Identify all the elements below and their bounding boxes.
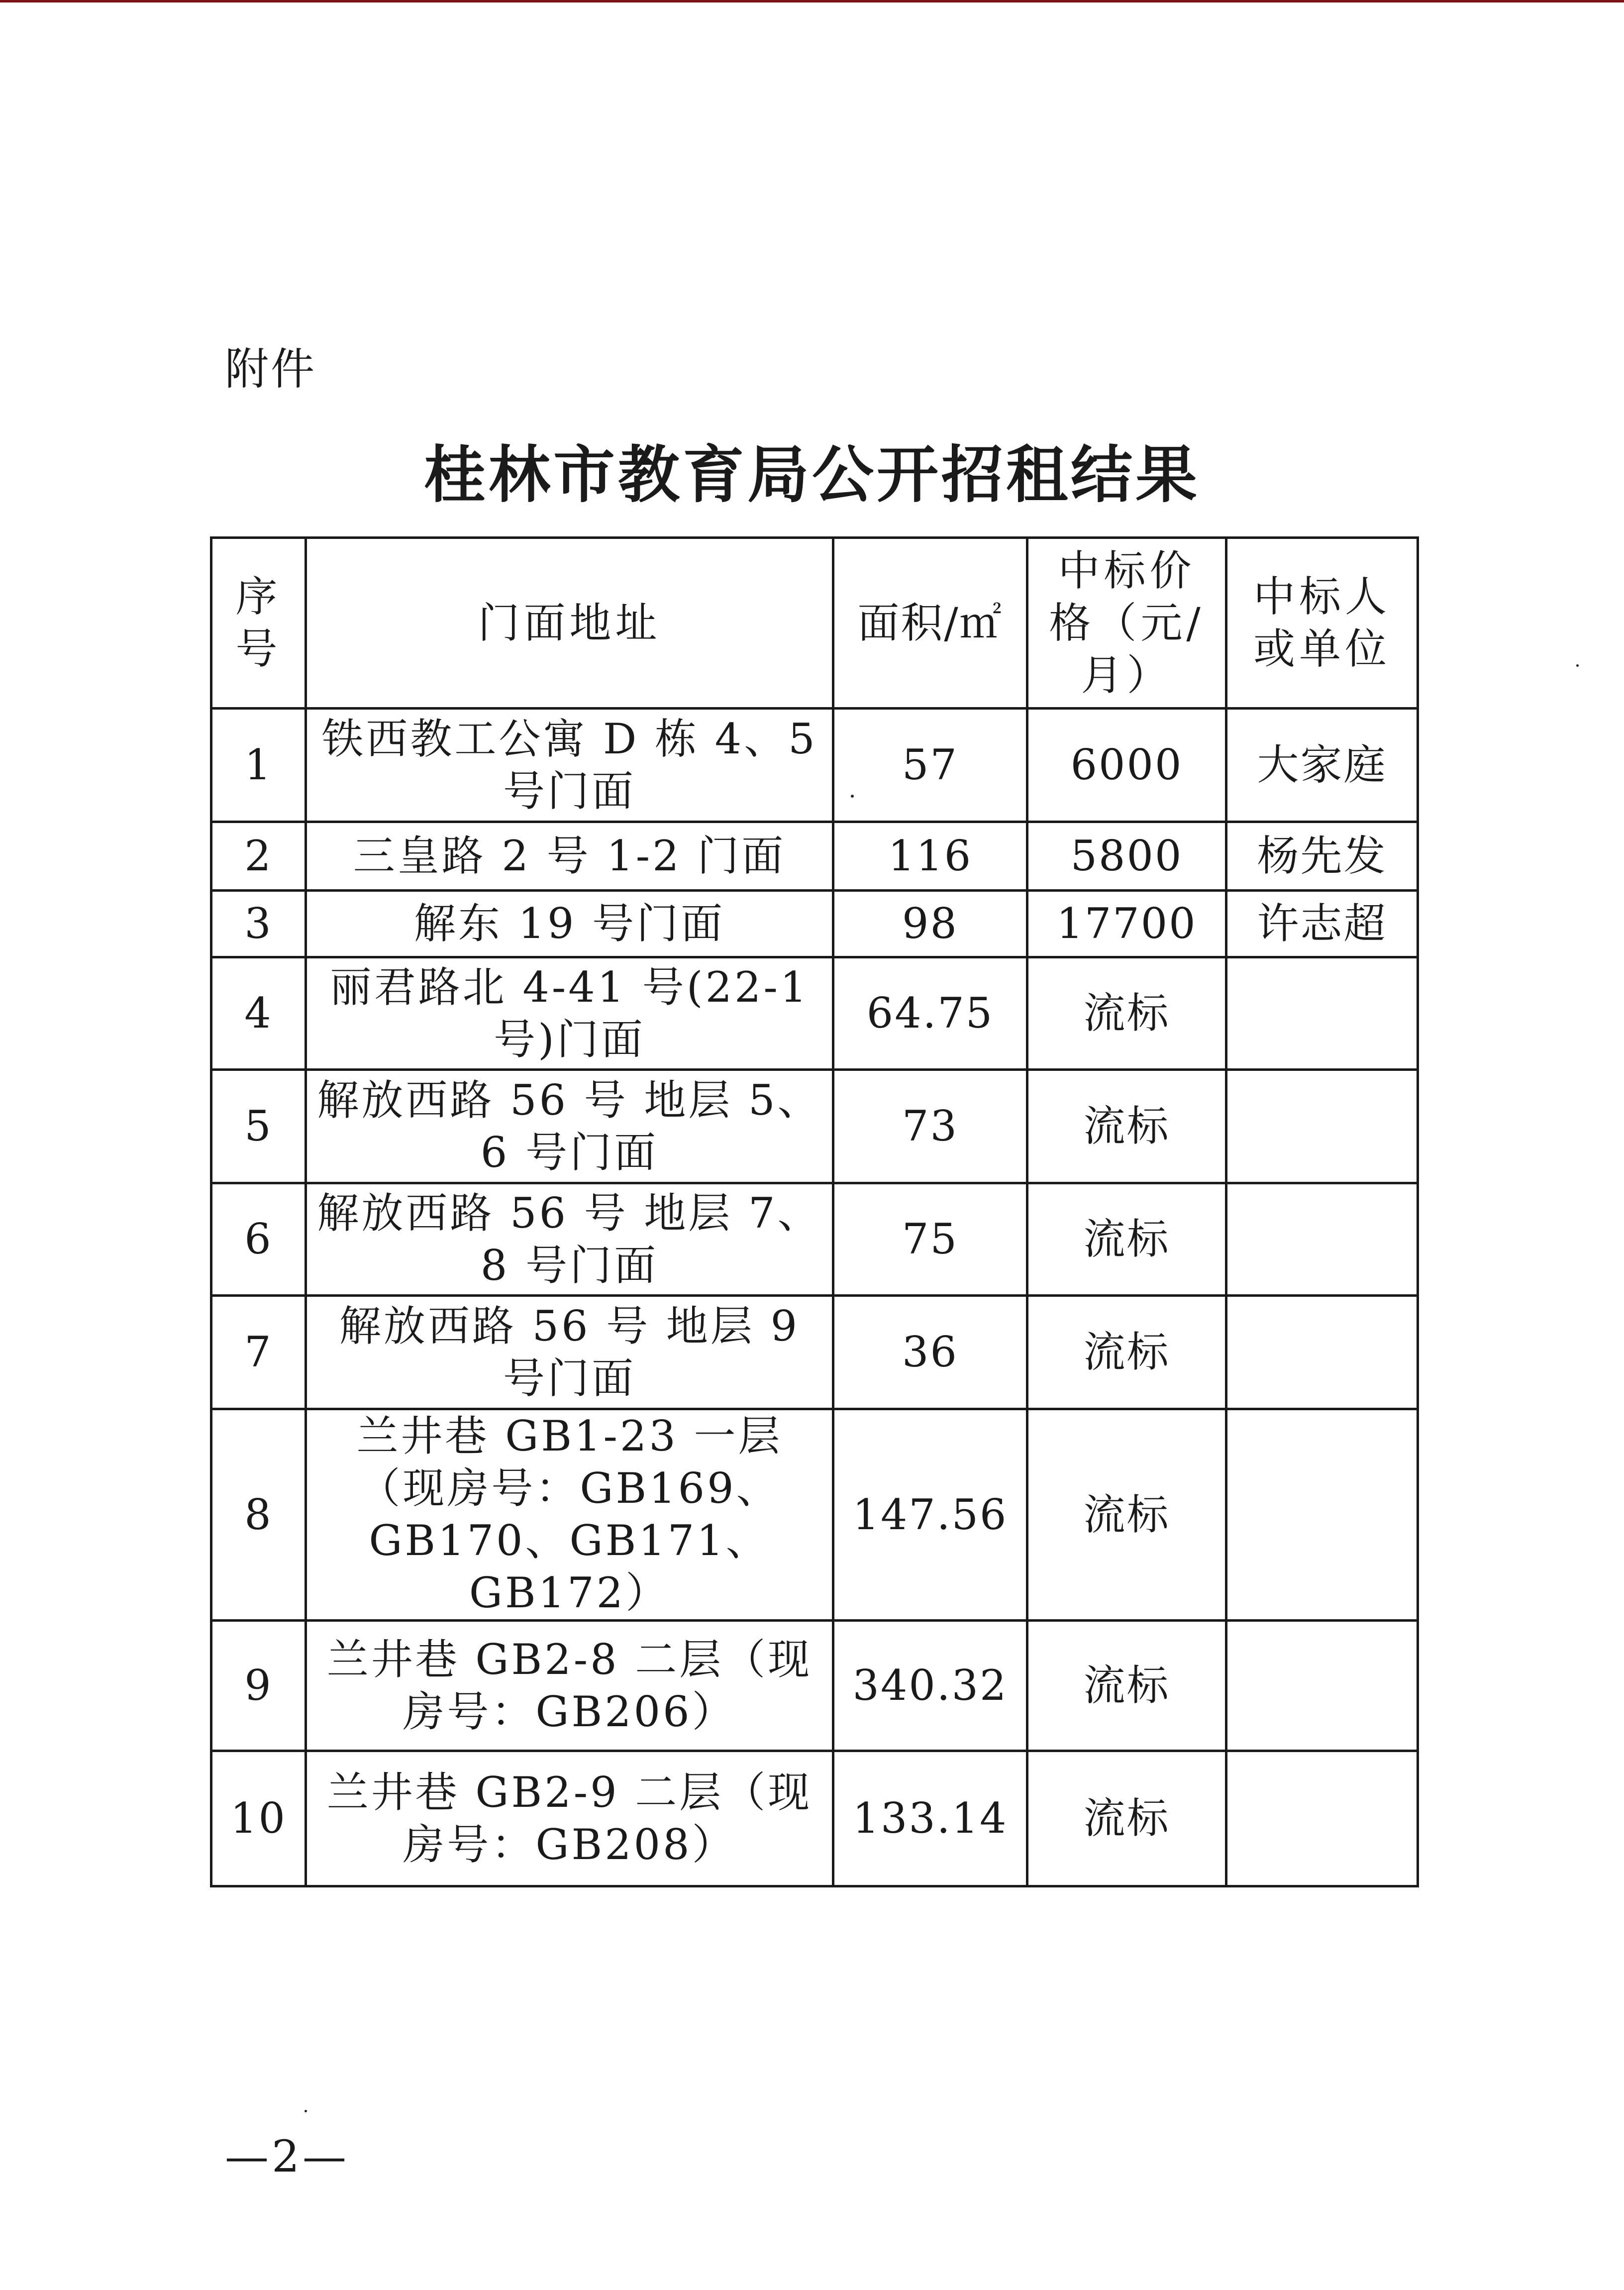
- cell-price: 5800: [1027, 822, 1226, 891]
- table-row: [211, 1070, 1418, 1183]
- cell-area: 133.14: [833, 1751, 1027, 1886]
- cell-no: 7: [211, 1296, 306, 1409]
- table-row: [211, 1621, 1418, 1751]
- scan-speck: [1576, 664, 1579, 667]
- cell-no: 9: [211, 1621, 306, 1751]
- scan-top-edge: [0, 0, 1624, 2]
- cell-price: 6000: [1027, 709, 1226, 822]
- table-row: [211, 1296, 1418, 1409]
- col-header-winner: 中标人或单位: [1226, 538, 1418, 709]
- col-header-no: 序号: [211, 538, 306, 709]
- page-title: 桂林市教育局公开招租结果: [423, 439, 1200, 511]
- cell-winner: 大家庭: [1226, 709, 1418, 822]
- table-header-row: [211, 538, 1418, 709]
- cell-area: 116: [833, 822, 1027, 891]
- cell-winner: [1226, 957, 1418, 1070]
- cell-no: 2: [211, 822, 306, 891]
- cell-price: 流标: [1027, 1296, 1226, 1409]
- cell-address: 解放西路 56 号 地层 7、8 号门面: [306, 1183, 833, 1296]
- cell-price: 流标: [1027, 1751, 1226, 1886]
- cell-price: 17700: [1027, 891, 1226, 957]
- cell-area: 36: [833, 1296, 1027, 1409]
- cell-price: 流标: [1027, 1621, 1226, 1751]
- cell-winner: [1226, 1183, 1418, 1296]
- cell-address: 解东 19 号门面: [306, 891, 833, 957]
- cell-address: 解放西路 56 号 地层 9 号门面: [306, 1296, 833, 1409]
- col-header-area: 面积/㎡: [833, 538, 1027, 709]
- cell-no: 1: [211, 709, 306, 822]
- cell-winner: [1226, 1296, 1418, 1409]
- cell-no: 5: [211, 1070, 306, 1183]
- cell-price: 流标: [1027, 1183, 1226, 1296]
- scan-speck: [851, 795, 854, 798]
- table-row: [211, 1183, 1418, 1296]
- cell-area: 340.32: [833, 1621, 1027, 1751]
- table-row: [211, 891, 1418, 957]
- scan-speck: [304, 2110, 307, 2112]
- cell-winner: [1226, 1070, 1418, 1183]
- table-row: [211, 709, 1418, 822]
- cell-area: 64.75: [833, 957, 1027, 1070]
- cell-no: 8: [211, 1409, 306, 1621]
- cell-price: 流标: [1027, 1409, 1226, 1621]
- table-row: [211, 1409, 1418, 1621]
- cell-address: 解放西路 56 号 地层 5、6 号门面: [306, 1070, 833, 1183]
- cell-winner: [1226, 1751, 1418, 1886]
- table-row: [211, 957, 1418, 1070]
- cell-area: 147.56: [833, 1409, 1027, 1621]
- cell-address: 铁西教工公寓 D 栋 4、5 号门面: [306, 709, 833, 822]
- cell-address: 丽君路北 4-41 号(22-1 号)门面: [306, 957, 833, 1070]
- cell-winner: [1226, 1621, 1418, 1751]
- cell-winner: 许志超: [1226, 891, 1418, 957]
- col-header-price: 中标价格（元/月）: [1027, 538, 1226, 709]
- col-header-address: 门面地址: [306, 538, 833, 709]
- cell-price: 流标: [1027, 957, 1226, 1070]
- cell-area: 98: [833, 891, 1027, 957]
- results-table: [210, 536, 1419, 1887]
- cell-no: 3: [211, 891, 306, 957]
- cell-price: 流标: [1027, 1070, 1226, 1183]
- cell-area: 75: [833, 1183, 1027, 1296]
- attachment-label: 附件: [225, 343, 317, 395]
- cell-no: 4: [211, 957, 306, 1070]
- cell-no: 10: [211, 1751, 306, 1886]
- table-row: [211, 1751, 1418, 1886]
- cell-winner: [1226, 1409, 1418, 1621]
- cell-area: 57: [833, 709, 1027, 822]
- cell-address: 兰井巷 GB2-9 二层（现房号：GB208）: [306, 1751, 833, 1886]
- cell-no: 6: [211, 1183, 306, 1296]
- table-row: [211, 822, 1418, 891]
- cell-address: 三皇路 2 号 1-2 门面: [306, 822, 833, 891]
- cell-address: 兰井巷 GB1-23 一层（现房号：GB169、GB170、GB171、GB172）: [306, 1409, 833, 1621]
- cell-area: 73: [833, 1070, 1027, 1183]
- cell-address: 兰井巷 GB2-8 二层（现房号：GB206）: [306, 1621, 833, 1751]
- page-number: —2—: [225, 2131, 349, 2182]
- cell-winner: 杨先发: [1226, 822, 1418, 891]
